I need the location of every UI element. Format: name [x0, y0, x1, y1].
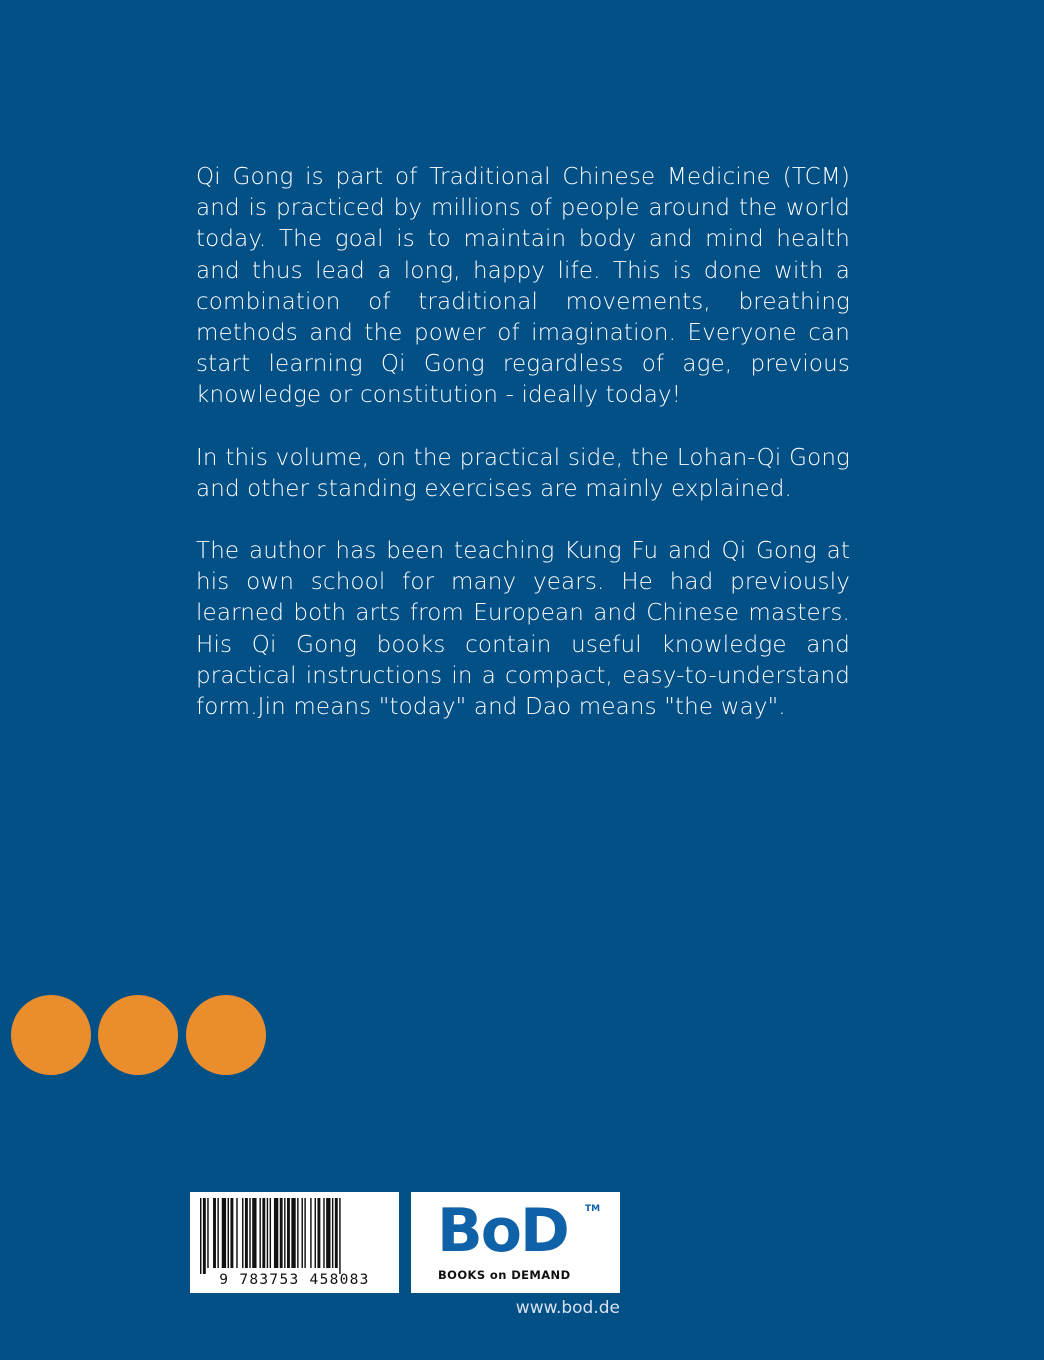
barcode-bar — [317, 1198, 320, 1268]
orange-dot — [186, 995, 266, 1075]
barcode-bar — [323, 1198, 324, 1268]
barcode-bar — [259, 1198, 260, 1268]
barcode-bar — [262, 1198, 265, 1268]
barcode-bar — [267, 1198, 268, 1268]
orange-dot — [11, 995, 91, 1075]
barcode-bar — [287, 1198, 290, 1268]
barcode-bar — [335, 1198, 338, 1268]
publisher-website: www.bod.de — [515, 1298, 620, 1318]
barcode-bar — [297, 1198, 298, 1268]
barcode-bar — [242, 1198, 243, 1268]
barcode-bars — [200, 1198, 389, 1274]
barcode-bar — [280, 1198, 283, 1268]
barcode-bar — [304, 1198, 305, 1268]
orange-dot — [98, 995, 178, 1075]
barcode-bar — [228, 1198, 229, 1268]
publisher-tagline: BOOKS on DEMAND — [438, 1268, 571, 1282]
barcode-bar — [332, 1198, 333, 1268]
blurb-paragraph-intro: Qi Gong is part of Traditional Chinese Medicine (TCM) and is practiced by millions of people around the world today. The goal is to maintain body and mind health and thus lead a long, happy life. This is done with a combination of traditional movements, breathing methods and the power of imagination. Everyone can start learning Qi Gong regardless of age, previous knowledge or constitution - ideally today! — [196, 164, 850, 409]
barcode-bar — [302, 1198, 303, 1268]
isbn-barcode — [190, 1192, 399, 1293]
barcode-bar — [252, 1198, 256, 1268]
isbn-number: 9 783753 458083 — [219, 1272, 370, 1288]
blurb-text — [196, 162, 850, 754]
orange-dots-decoration — [11, 995, 271, 1077]
barcode-bar — [217, 1198, 218, 1268]
barcode-bar — [213, 1198, 216, 1268]
barcode-bar — [230, 1198, 233, 1268]
barcode-bar — [200, 1198, 201, 1274]
barcode-bar — [203, 1198, 206, 1274]
barcode-bar — [315, 1198, 316, 1268]
barcode-bar — [236, 1198, 237, 1268]
barcode-bar — [270, 1198, 271, 1268]
barcode-bar — [339, 1198, 340, 1274]
barcode-bar — [207, 1198, 208, 1268]
bod-logo: BoD — [437, 1196, 568, 1266]
barcode-bar — [284, 1198, 285, 1268]
trademark-mark: TM — [585, 1204, 601, 1214]
publisher-logo-box — [411, 1192, 620, 1293]
barcode-bar — [326, 1198, 330, 1268]
blurb-paragraph-volume: In this volume, on the practical side, the Lohan-Qi Gong and other standing exercises are mainly explained. — [196, 444, 850, 502]
barcode-bar — [274, 1198, 278, 1268]
barcode-bar — [249, 1198, 250, 1268]
barcode-bar — [291, 1198, 295, 1268]
blurb-paragraph-author: The author has been teaching Kung Fu and Qi Gong at his own school for many years. He had previously learned both arts from European and Chinese masters. His Qi Gong books contain useful knowledge and practical instructions in a compact, easy-to-understand form.Jin means "today" and Dao means "the way". — [196, 538, 850, 721]
barcode-bar — [245, 1198, 248, 1268]
barcode-bar — [222, 1198, 226, 1268]
barcode-bar — [310, 1198, 311, 1268]
